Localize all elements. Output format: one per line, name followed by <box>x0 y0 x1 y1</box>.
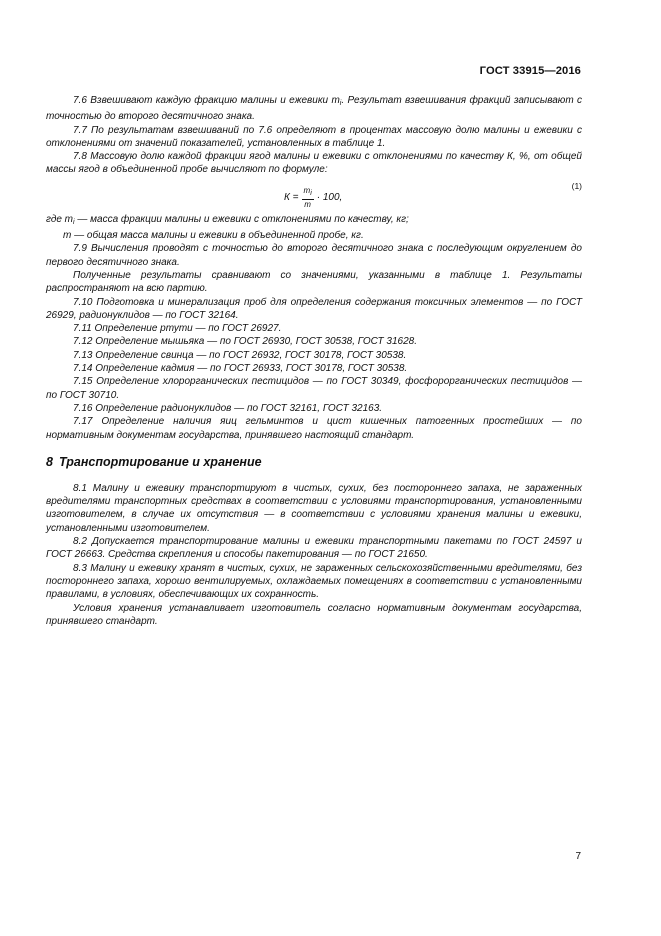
section-8-title: Транспортирование и хранение <box>58 454 262 469</box>
paragraph-7-17: 7.17 Определение наличия яиц гельминтов и цист кишечных патогенных простейших — по нормативным документам государства, принявшего настоящий стандарт. <box>46 416 582 441</box>
formula-rhs: · 100, <box>316 192 343 204</box>
where-line-2: m — общая масса малины и ежевики в объединенной пробе, кг. <box>63 230 364 242</box>
where-line-1-sub: i <box>73 218 75 226</box>
paragraph-7-9: 7.9 Вычисления проводят с точностью до второго десятичного знака с последующим округлением до первого десятичного знака. <box>46 243 582 268</box>
formula-expression <box>284 186 342 210</box>
where-line-1-rest: — масса фракции малины и ежевики с отклонениями по качеству, кг; <box>74 213 409 225</box>
where-line-1 <box>46 213 582 229</box>
paragraph-7-15: 7.15 Определение хлорорганических пестицидов — по ГОСТ 30349, фосфорорганических пестицидов — по ГОСТ 30710. <box>46 376 582 401</box>
paragraph-7-12: 7.12 Определение мышьяка — по ГОСТ 26930, ГОСТ 30538, ГОСТ 31628. <box>73 336 417 348</box>
paragraph-results: Полученные результаты сравнивают со значениями, указанными в таблице 1. Результаты распространяют на всю партию. <box>46 269 582 295</box>
formula-numerator-sub: i <box>310 189 312 197</box>
formula-numerator <box>302 186 314 200</box>
section-8-heading <box>46 454 582 470</box>
formula-fraction <box>302 186 314 210</box>
formula-numerator-var: m <box>303 185 311 195</box>
document-body <box>46 94 582 628</box>
paragraph-7-11: 7.11 Определение ртути — по ГОСТ 26927. <box>73 323 282 335</box>
paragraph-7-6 <box>46 94 582 124</box>
paragraph-7-6-sub: i <box>339 100 342 107</box>
formula-denominator: m <box>304 199 311 209</box>
formula-1 <box>46 180 582 210</box>
page-number: 7 <box>575 851 581 862</box>
paragraph-7-6-rest: . Результат взвешивания фракций записывают с точностью до второго десятичного знака. <box>46 95 582 123</box>
paragraph-7-13: 7.13 Определение свинца — по ГОСТ 26932, ГОСТ 30178, ГОСТ 30538. <box>73 349 407 361</box>
paragraph-7-6-text: 7.6 Взвешивают каждую фракцию малины и ежевики m <box>73 95 340 106</box>
paragraph-8-3: 8.3 Малину и ежевику хранят в чистых, сухих, не зараженных сельскохозяйственными вредителями, без постороннего запаха, хорошо вентилируемых, охлаждаемых помещениях в соответствии с установленными правилами, в условиях, обеспечивающих их сохранность. <box>46 562 582 601</box>
formula-number: (1) <box>571 180 582 191</box>
standard-code: ГОСТ 33915—2016 <box>479 65 581 77</box>
paragraph-7-10: 7.10 Подготовка и минерализация проб для определения содержания токсичных элементов — по ГОСТ 26929, радионуклидов — по ГОСТ 32164. <box>46 296 582 321</box>
paragraph-storage-conditions: Условия хранения устанавливает изготовитель согласно нормативным документам государства, принявшего стандарт. <box>46 602 582 627</box>
paragraph-7-7: 7.7 По результатам взвешиваний по 7.6 определяют в процентах массовую долю малины и ежевики с отклонениями от значений показателей, установленных в таблице 1. <box>46 124 582 149</box>
paragraph-8-2: 8.2 Допускается транспортирование малины и ежевики транспортными пакетами по ГОСТ 24597 и ГОСТ 26663. Средства скрепления и способы пакетирования — по ГОСТ 21650. <box>46 536 582 561</box>
paragraph-7-16: 7.16 Определение радионуклидов — по ГОСТ 32161, ГОСТ 32163. <box>73 402 383 414</box>
paragraph-7-14: 7.14 Определение кадмия — по ГОСТ 26933, ГОСТ 30178, ГОСТ 30538. <box>73 363 408 375</box>
where-line-1-prefix: где m <box>46 213 74 225</box>
section-8-number: 8 <box>46 454 53 469</box>
paragraph-7-8: 7.8 Массовую долю каждой фракции ягод малины и ежевики с отклонениями по качеству К, %, от общей массы ягод в объединенной пробе вычисляют по формуле: <box>46 151 582 176</box>
formula-lhs: К = <box>284 192 299 204</box>
paragraph-8-1: 8.1 Малину и ежевику транспортируют в чистых, сухих, без постороннего запаха, не зараженных вредителями транспортных средствах в соответствии с условиями транспортирования, установленными изготовителем, в случае их отсутствия — в соответствии с условиями хранения малины и ежевики, установленными изготовителем. <box>46 482 582 534</box>
